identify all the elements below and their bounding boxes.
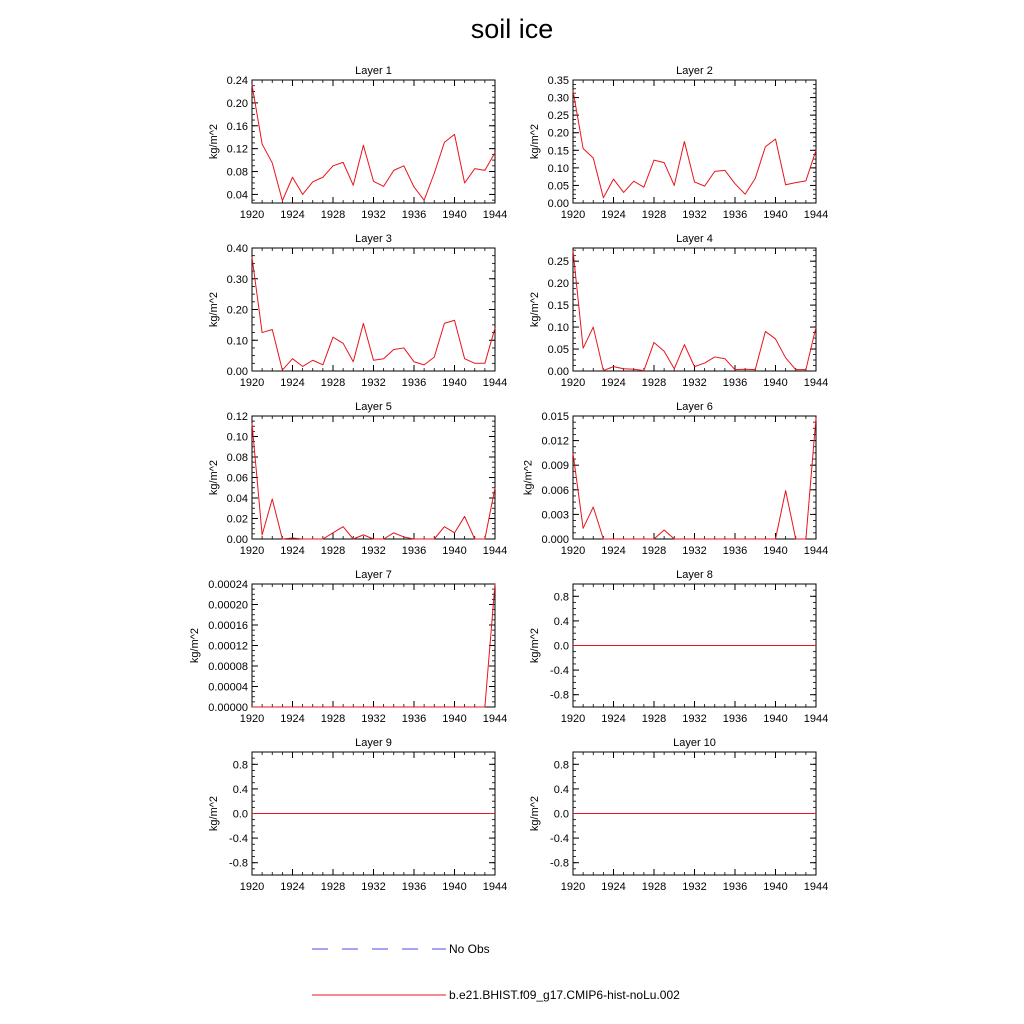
y-axis-label: kg/m^2 — [188, 627, 201, 664]
y-axis-label: kg/m^2 — [207, 291, 220, 328]
y-tick-label: 0.24 — [226, 75, 248, 87]
x-tick-label: 1928 — [641, 881, 667, 893]
panel-title: Layer 10 — [673, 737, 716, 749]
x-tick-label: 1932 — [361, 713, 386, 725]
y-tick-label: 0.30 — [226, 273, 248, 286]
x-tick-label: 1940 — [763, 545, 788, 557]
x-tick-label: 1924 — [280, 377, 305, 389]
x-tick-label: 1944 — [803, 209, 829, 221]
y-axis-label: kg/m^2 — [528, 795, 541, 832]
y-tick-label: -0.8 — [229, 857, 248, 870]
y-tick-label: 0.00 — [226, 366, 248, 378]
x-tick-label: 1920 — [239, 545, 265, 557]
x-tick-label: 1936 — [401, 209, 427, 221]
y-tick-label: 0.10 — [226, 431, 248, 444]
y-tick-label: -0.4 — [550, 665, 569, 678]
x-tick-label: 1928 — [320, 377, 346, 389]
x-tick-label: 1932 — [682, 713, 707, 725]
y-tick-label: 0.00020 — [208, 599, 248, 612]
y-tick-label: 0.08 — [226, 452, 248, 464]
x-tick-label: 1936 — [722, 377, 748, 389]
y-tick-label: 0.06 — [226, 472, 248, 485]
y-tick-label: 0.10 — [547, 322, 569, 335]
y-tick-label: 0.00016 — [208, 620, 248, 632]
y-tick-label: 0.00012 — [208, 640, 248, 653]
y-tick-label: -0.4 — [229, 833, 248, 846]
panel-title: Layer 9 — [355, 737, 392, 749]
x-tick-label: 1936 — [401, 881, 427, 893]
y-tick-label: 0.04 — [226, 189, 248, 202]
panel-title: Layer 2 — [676, 65, 713, 77]
y-tick-label: -0.8 — [550, 689, 569, 702]
x-tick-label: 1936 — [722, 209, 748, 221]
x-tick-label: 1924 — [601, 713, 626, 725]
x-tick-label: 1944 — [482, 545, 508, 557]
x-tick-label: 1932 — [361, 209, 386, 221]
x-tick-label: 1924 — [601, 545, 626, 557]
x-tick-label: 1932 — [682, 377, 707, 389]
y-axis-label: kg/m^2 — [528, 291, 541, 328]
x-tick-label: 1924 — [601, 881, 626, 893]
y-axis-label: kg/m^2 — [207, 795, 220, 832]
x-tick-label: 1944 — [803, 545, 829, 557]
x-tick-label: 1928 — [641, 377, 667, 389]
x-tick-label: 1920 — [239, 881, 265, 893]
y-tick-label: 0.015 — [541, 411, 569, 423]
legend-model-label: b.e21.BHIST.f09_g17.CMIP6-hist-noLu.002 — [449, 988, 680, 1002]
x-tick-label: 1936 — [401, 377, 427, 389]
y-tick-label: 0.08 — [226, 166, 248, 179]
y-tick-label: 0.8 — [232, 759, 248, 772]
x-tick-label: 1920 — [239, 377, 265, 389]
y-tick-label: 0.10 — [226, 335, 248, 348]
x-tick-label: 1920 — [239, 209, 265, 221]
panel-title: Layer 8 — [676, 569, 713, 581]
x-tick-label: 1944 — [482, 377, 508, 389]
y-tick-label: 0.40 — [226, 243, 248, 255]
y-tick-label: 0.20 — [547, 278, 569, 291]
x-tick-label: 1932 — [361, 545, 386, 557]
y-tick-label: 0.8 — [553, 591, 569, 604]
y-tick-label: 0.15 — [547, 300, 569, 313]
chart-title: soil ice — [470, 14, 554, 44]
x-tick-label: 1924 — [280, 209, 305, 221]
x-tick-label: 1932 — [361, 377, 386, 389]
x-tick-label: 1928 — [641, 209, 667, 221]
x-tick-label: 1920 — [560, 881, 586, 893]
x-tick-label: 1928 — [320, 881, 346, 893]
y-tick-label: 0.003 — [541, 509, 569, 522]
y-tick-label: 0.00024 — [208, 579, 248, 591]
y-tick-label: 0.009 — [541, 460, 569, 473]
x-tick-label: 1924 — [280, 545, 305, 557]
x-tick-label: 1936 — [401, 545, 427, 557]
y-tick-label: 0.00 — [226, 534, 248, 546]
y-tick-label: 0.20 — [226, 304, 248, 317]
y-axis-label: kg/m^2 — [207, 123, 220, 160]
x-tick-label: 1940 — [442, 545, 467, 557]
y-tick-label: 0.05 — [547, 344, 569, 357]
x-tick-label: 1924 — [601, 209, 626, 221]
x-tick-label: 1936 — [722, 545, 748, 557]
y-tick-label: 0.4 — [232, 783, 248, 796]
y-tick-label: 0.25 — [547, 256, 569, 269]
y-tick-label: 0.0 — [232, 808, 248, 821]
y-tick-label: 0.20 — [547, 127, 569, 140]
y-tick-label: 0.02 — [226, 513, 248, 526]
x-tick-label: 1932 — [682, 209, 707, 221]
y-tick-label: 0.006 — [541, 484, 569, 497]
x-tick-label: 1940 — [763, 881, 788, 893]
x-tick-label: 1940 — [763, 209, 788, 221]
x-tick-label: 1940 — [442, 713, 467, 725]
x-tick-label: 1944 — [482, 209, 508, 221]
x-tick-label: 1940 — [442, 209, 467, 221]
y-tick-label: 0.12 — [226, 143, 248, 156]
y-tick-label: 0.0 — [553, 640, 569, 653]
y-tick-label: 0.4 — [553, 783, 569, 796]
y-axis-label: kg/m^2 — [528, 627, 541, 664]
panel-title: Layer 7 — [355, 569, 392, 581]
x-tick-label: 1920 — [560, 545, 586, 557]
panel-title: Layer 5 — [355, 401, 392, 413]
panel-title: Layer 6 — [676, 401, 713, 413]
panel-title: Layer 3 — [355, 233, 392, 245]
y-tick-label: 0.0 — [553, 808, 569, 821]
x-tick-label: 1944 — [803, 881, 829, 893]
y-tick-label: 0.00 — [547, 198, 569, 210]
x-tick-label: 1928 — [320, 713, 346, 725]
x-tick-label: 1928 — [641, 713, 667, 725]
y-tick-label: 0.00 — [547, 366, 569, 378]
y-tick-label: 0.15 — [547, 145, 569, 158]
y-tick-label: 0.00000 — [208, 702, 248, 714]
y-axis-label: kg/m^2 — [522, 459, 535, 496]
x-tick-label: 1944 — [803, 377, 829, 389]
y-tick-label: -0.4 — [550, 833, 569, 846]
x-tick-label: 1920 — [560, 713, 586, 725]
y-tick-label: 0.00004 — [208, 681, 248, 694]
y-tick-label: 0.4 — [553, 615, 569, 628]
x-tick-label: 1928 — [320, 545, 346, 557]
y-tick-label: 0.25 — [547, 110, 569, 123]
x-tick-label: 1924 — [601, 377, 626, 389]
x-tick-label: 1920 — [239, 713, 265, 725]
x-tick-label: 1932 — [682, 545, 707, 557]
x-tick-label: 1940 — [442, 377, 467, 389]
panel-title: Layer 1 — [355, 65, 392, 77]
y-tick-label: 0.000 — [541, 534, 569, 546]
x-tick-label: 1940 — [763, 377, 788, 389]
x-tick-label: 1924 — [280, 881, 305, 893]
y-tick-label: 0.35 — [547, 75, 569, 87]
x-tick-label: 1928 — [320, 209, 346, 221]
x-tick-label: 1932 — [361, 881, 386, 893]
x-tick-label: 1932 — [682, 881, 707, 893]
y-tick-label: -0.8 — [550, 857, 569, 870]
y-tick-label: 0.05 — [547, 180, 569, 193]
y-tick-label: 0.8 — [553, 759, 569, 772]
y-tick-label: 0.20 — [226, 97, 248, 110]
y-tick-label: 0.16 — [226, 120, 248, 133]
y-tick-label: 0.012 — [541, 435, 569, 448]
x-tick-label: 1928 — [641, 545, 667, 557]
y-tick-label: 0.04 — [226, 493, 248, 505]
panel-title: Layer 4 — [676, 233, 713, 245]
y-axis-label: kg/m^2 — [528, 123, 541, 160]
x-tick-label: 1940 — [442, 881, 467, 893]
legend-no-obs-label: No Obs — [449, 942, 490, 956]
x-tick-label: 1920 — [560, 377, 586, 389]
x-tick-label: 1924 — [280, 713, 305, 725]
x-tick-label: 1944 — [482, 713, 508, 725]
x-tick-label: 1936 — [722, 713, 748, 725]
y-tick-label: 0.10 — [547, 162, 569, 175]
x-tick-label: 1936 — [401, 713, 427, 725]
y-tick-label: 0.12 — [226, 411, 248, 423]
x-tick-label: 1920 — [560, 209, 586, 221]
x-tick-label: 1944 — [803, 713, 829, 725]
y-axis-label: kg/m^2 — [207, 459, 220, 496]
y-tick-label: 0.30 — [547, 92, 569, 105]
x-tick-label: 1936 — [722, 881, 748, 893]
x-tick-label: 1944 — [482, 881, 508, 893]
x-tick-label: 1940 — [763, 713, 788, 725]
y-tick-label: 0.00008 — [208, 661, 248, 673]
